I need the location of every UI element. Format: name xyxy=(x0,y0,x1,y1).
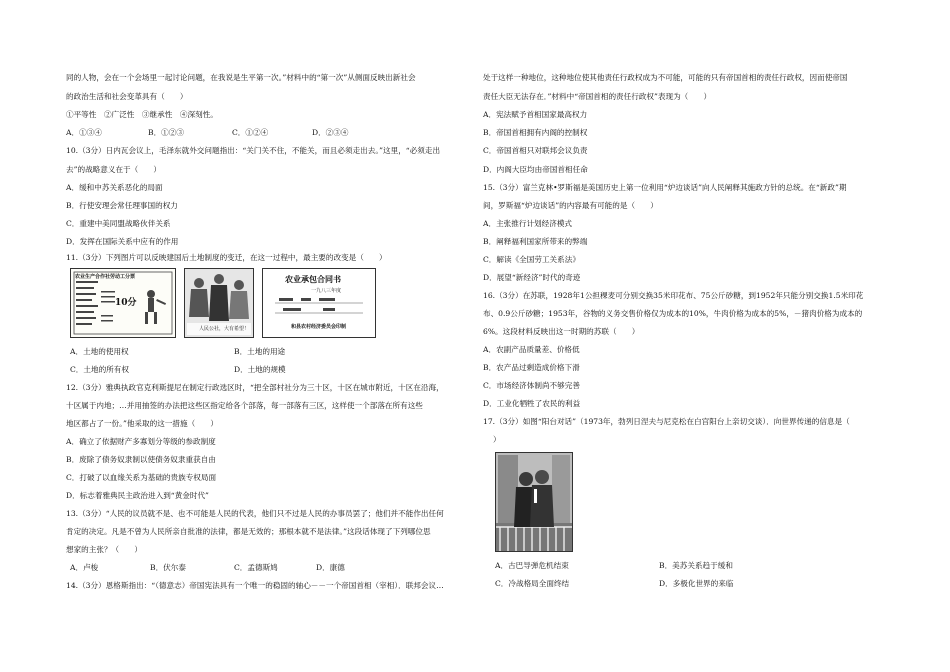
ticket-value: 10分 xyxy=(115,298,137,308)
q12-stem-line-1: 12.（3分）雅典执政官克利斯提尼在制定行政选区时，“把全部村社分为三十区，十区在城市附近，十区在沿海， xyxy=(66,383,444,392)
option-d: D．②③④ xyxy=(312,128,349,137)
q16-stem-line-2: 布、0.9公斤砂糖；1953年，谷物的义务交售价格仅为成本的10%，牛肉价格为成本的5%，－猪肉价格为成本的 xyxy=(483,309,863,318)
q15-option-a: A．主张推行计划经济模式 xyxy=(483,219,573,228)
q17-option-c: C．冷战格局全面终结 xyxy=(495,579,570,588)
q12-stem-line-2: 十区属于内地；…并用抽签的办法把这些区指定给各个部落，每一部落有三区，这样使一个部落在所有这些 xyxy=(66,401,423,410)
work-point-ticket-image xyxy=(70,268,176,338)
q13-option-d: D．康德 xyxy=(316,563,345,572)
q12-option-b: B．废除了债务奴隶制以使债务奴隶重获自由 xyxy=(66,455,216,464)
q14-option-a: A．宪法赋予首相国家最高权力 xyxy=(483,110,588,119)
q10-option-d: D．发挥在国际关系中应有的作用 xyxy=(66,237,179,246)
q15-option-c: C．解读《全国劳工关系法》 xyxy=(483,255,580,264)
q15-option-b: B．阐释福利国家所带来的弊端 xyxy=(483,237,588,246)
q11-option-b: B．土地的用途 xyxy=(234,347,286,356)
q10-option-c: C．重建中美同盟战略伙伴关系 xyxy=(66,219,171,228)
balcony-photo-graphic xyxy=(496,453,572,551)
q10-option-a: A．缓和中苏关系恶化的局面 xyxy=(66,183,163,192)
contract-year: 一九八三年度 xyxy=(311,288,342,294)
q13-option-b: B．伏尔泰 xyxy=(150,563,186,572)
q14-stem-line-2: 处于这样一种地位，这种地位使其他责任行政权成为不可能，可能的只有帝国首相的责任行政权，因而使帝国 xyxy=(483,73,848,82)
q11-stem: 11.（3分）下列图片可以反映建国后土地制度的变迁，在这一过程中，最主要的改变是（ ） xyxy=(66,253,387,262)
balcony-dialogue-photo xyxy=(495,452,573,552)
contract-title: 农业承包合同书 xyxy=(285,274,341,284)
q12-option-c: C．打破了以血缘关系为基础的贵族专权局面 xyxy=(66,473,217,482)
q17-option-b: B．美苏关系趋于缓和 xyxy=(659,561,733,570)
q16-option-a: A．农副产品质量差、价格低 xyxy=(483,345,580,354)
contract-book-image xyxy=(262,268,376,338)
option-b: B．①②③ xyxy=(148,128,184,137)
continued-marks: ①平等性 ②广泛性 ③继承性 ④深刻性。 xyxy=(66,110,218,119)
q15-stem-line-1: 15.（3分）富兰克林•罗斯福是美国历史上第一位利用“炉边谈话”向人民阐释其施政方针的总统。在“新政”期 xyxy=(483,183,847,192)
q11-option-c: C．土地的所有权 xyxy=(70,365,129,374)
q17-option-d: D．多极化世界的来临 xyxy=(659,579,734,588)
q13-option-c: C．孟德斯鸠 xyxy=(234,563,278,572)
q12-option-a: A．确立了依据财产多寡划分等级的参政制度 xyxy=(66,437,216,446)
q12-option-d: D．标志着雅典民主政治进入到“黄金时代” xyxy=(66,491,209,500)
q17-option-a: A．古巴导弹危机结束 xyxy=(495,561,569,570)
q14-stem-start: 14.（3分）恩格斯指出：“（德意志）帝国宪法具有一个唯一的稳固的轴心－－一个帝国首相（宰相）．联邦会议… xyxy=(66,581,444,590)
continued-stem-line-2: 的政治生活和社会变革具有（ ） xyxy=(66,92,188,101)
q15-stem-line-2: 间，罗斯福“炉边谈话”的内容最有可能的是（ ） xyxy=(483,201,658,210)
q11-option-d: D．土地的规模 xyxy=(234,365,286,374)
ticket-title: 农业生产合作社劳动工分票 xyxy=(75,274,136,280)
q16-stem-line-1: 16.（3分）在苏联，1928年1公担稞麦可分别交换35米印花布、75公斤砂糖，到1952年只能分别交换1.5米印花 xyxy=(483,291,864,300)
q13-stem-line-1: 13.（3分）“人民的议员就不是、也不可能是人民的代表，他们只不过是人民的办事员罢了；他们并不能作出任何 xyxy=(66,509,444,518)
option-c: C．①②④ xyxy=(232,128,269,137)
q16-stem-line-3: 6%。这段材料反映出这一时期的苏联（ ） xyxy=(483,327,640,336)
q14-option-b: B．帝国首相拥有内阁的控制权 xyxy=(483,128,588,137)
q16-option-d: D．工业化牺牲了农民的利益 xyxy=(483,399,581,408)
contract-footer: 和县农村经济委员会印制 xyxy=(291,324,347,330)
q17-stem-line-2: ） xyxy=(493,435,501,444)
q10-stem-line-2: 去”的战略意义在于（ ） xyxy=(66,165,162,174)
q17-stem-line-1: 17.（3分）如图“阳台对话”（1973年，勃列日涅夫与尼克松在白宫阳台上亲切交谈）．向世界传递的信息是（ xyxy=(483,417,850,426)
q16-option-b: B．农产品过剩造成价格下滑 xyxy=(483,363,580,372)
q16-option-c: C．市场经济体制尚不够完善 xyxy=(483,381,580,390)
q14-option-c: C．帝国首相只对联邦会议负责 xyxy=(483,146,588,155)
q14-stem-line-3: 责任大臣无法存在．”材料中“帝国首相的责任行政权”表现为（ ） xyxy=(483,92,712,101)
option-a: A．①③④ xyxy=(66,128,102,137)
q11-option-a: A．土地的使用权 xyxy=(70,347,129,356)
q13-stem-line-3: 想家的主张？（ ） xyxy=(66,545,142,554)
q14-option-d: D．内阁大臣均由帝国首相任命 xyxy=(483,165,588,174)
q15-option-d: D．展望“新经济”时代的奇迹 xyxy=(483,273,581,282)
q10-option-b: B．行使安理会常任理事国的权力 xyxy=(66,201,178,210)
q10-stem-line-1: 10.（3分）日内瓦会议上，毛泽东就外交问题指出：“关门关不住，不能关，而且必须走出去。”这里，“必须走出 xyxy=(66,146,441,155)
continued-stem-line-1: 同的人物，会在一个会场里一起讨论问题，在我说是生平第一次。”材料中的“第一次”从侧面反映出新社会 xyxy=(66,73,416,82)
q13-stem-line-2: 肯定的决定。凡是不曾为人民所亲自批准的法律，都是无效的；那根本就不是法律。”这段话体现了下列哪位思 xyxy=(66,527,431,536)
q13-option-a: A．卢梭 xyxy=(70,563,99,572)
peoples-commune-poster-image xyxy=(184,268,254,338)
q12-stem-line-3: 地区都占了一份。”他采取的这一措施（ ） xyxy=(66,419,218,428)
poster-caption: 人民公社，大有希望！ xyxy=(199,326,250,332)
